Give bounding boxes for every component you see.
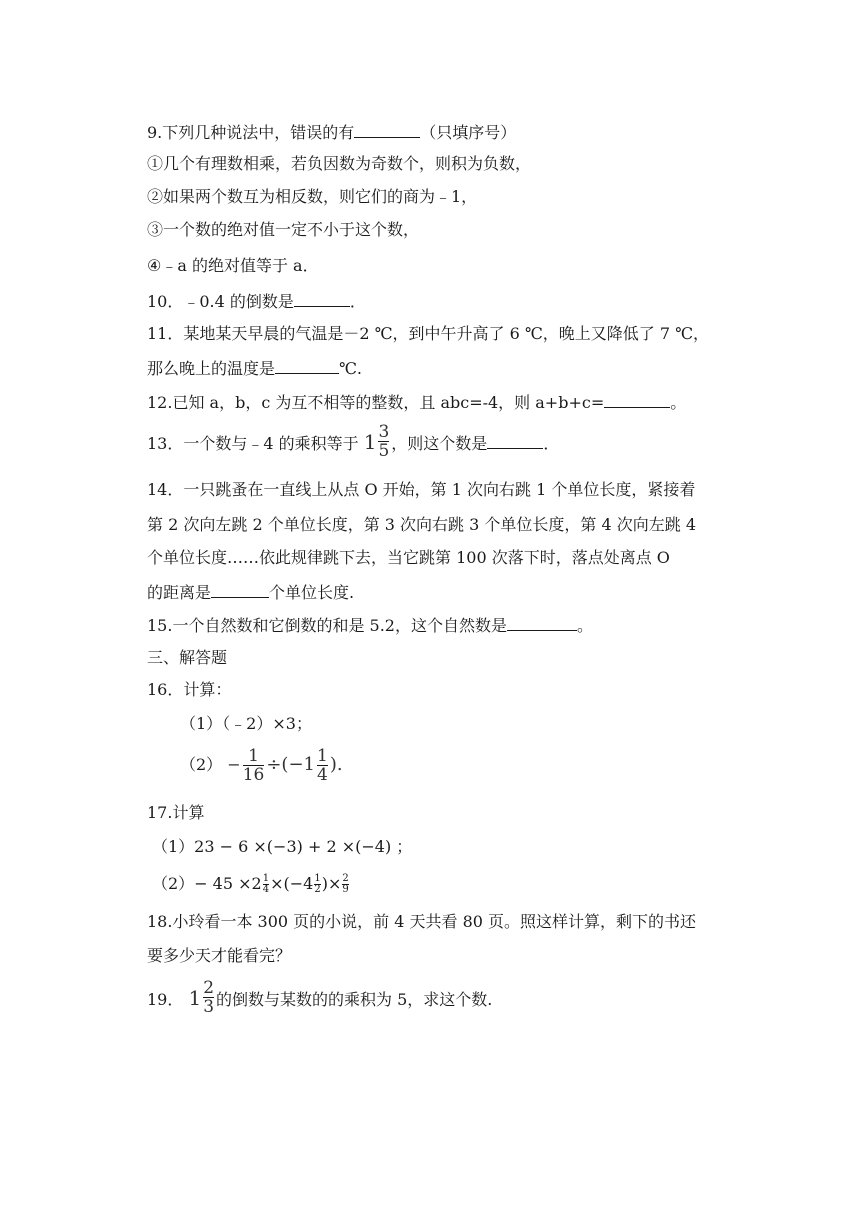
q9-item-2: ②如果两个数互为相反数，则它们的商为﹣1， — [147, 187, 478, 206]
q16-minus-sign: − — [227, 755, 241, 774]
q17-fraction-1 — [263, 874, 269, 895]
q15-suffix: 。 — [576, 616, 593, 635]
question-15 — [147, 613, 593, 637]
q17-fraction-1-numerator: 1 — [262, 873, 270, 884]
q19-suffix: 的倒数与某数的的乘积为 5，求这个数. — [216, 990, 493, 1009]
q9-item-3: ③一个数的绝对值一定不小于这个数， — [147, 220, 420, 239]
q17-fraction-2-numerator: 1 — [314, 873, 321, 884]
q19-mixed-number — [188, 978, 216, 1018]
question-18-line-1: 18.小玲看一本 300 页的小说，前 4 天共看 80 页。照这样计算，剩下的书还 — [147, 912, 697, 931]
q12-suffix: 。 — [670, 393, 687, 412]
q19-denominator: 3 — [203, 997, 215, 1017]
question-13 — [147, 422, 559, 464]
question-18-line-2: 要多少天才能看完？ — [147, 946, 292, 965]
q9-answer-blank[interactable] — [354, 120, 420, 138]
q9-item-1: ①几个有理数相乘，若负因数为奇数个，则积为负数， — [147, 154, 532, 173]
section-heading: 三、解答题 — [147, 648, 228, 667]
q16-part-2-label: （2） — [180, 755, 223, 774]
q17-part-1: （1）23 − 6 ×(−3) + 2 ×(−4) ； — [152, 837, 413, 856]
q14-suffix: 个单位长度. — [269, 583, 355, 602]
q16-open-paren: (−1 — [281, 754, 315, 775]
q13-suffix: ． — [543, 434, 560, 453]
q19-prefix: 19． — [147, 990, 184, 1009]
q17-part-2-label: （2） — [152, 874, 195, 893]
q17-part-2 — [152, 870, 350, 898]
question-16-title: 16．计算： — [147, 680, 232, 699]
question-14-line-1: 14．一只跳蚤在一直线上从点 O 开始，第 1 次向右跳 1 个单位长度，紧接着 — [147, 480, 696, 499]
q9-suffix: （只填序号） — [420, 123, 517, 142]
q17-fraction-2-denominator: 2 — [314, 884, 321, 895]
q17-fraction-3-numerator: 2 — [342, 873, 349, 884]
q17-fraction-2 — [314, 874, 320, 895]
q13-middle: ，则这个数是 — [391, 434, 488, 453]
q15-prefix: 15.一个自然数和它倒数的和是 5.2，这个自然数是 — [147, 616, 507, 635]
q11-prefix: 那么晚上的温度是 — [147, 359, 276, 378]
q12-prefix: 12.已知 a，b，c 为互不相等的整数，且 abc=-4，则 a+b+c= — [147, 393, 605, 412]
q13-denominator: 5 — [378, 441, 390, 461]
q14-prefix: 的距离是 — [147, 583, 212, 602]
q19-fraction — [203, 980, 214, 1016]
q14-answer-blank[interactable] — [211, 580, 269, 598]
q16-divide-sign: ÷ — [266, 754, 282, 775]
question-17-title: 17.计算 — [147, 803, 205, 822]
question-19 — [147, 978, 492, 1020]
q10-answer-blank[interactable] — [294, 289, 350, 307]
q16-fraction-1-numerator: 1 — [248, 745, 259, 766]
q9-prefix: 9.下列几种说法中，错误的有 — [147, 123, 355, 142]
q10-prefix: 10．﹣0.4 的倒数是 — [147, 292, 294, 311]
question-11-line-1: 11．某地某天早晨的气温是－2 ℃，到中午升高了 6 ℃，晚上又降低了 7 ℃， — [147, 324, 710, 343]
question-11-line-2 — [147, 356, 362, 380]
q16-part-2 — [180, 745, 343, 785]
q16-fraction-1 — [242, 745, 265, 785]
q16-fraction-2 — [316, 745, 328, 785]
q17-part-2-c: )× — [321, 874, 342, 893]
question-10 — [147, 289, 366, 313]
question-12 — [147, 390, 686, 414]
q13-whole: 1 — [363, 430, 377, 454]
q19-whole: 1 — [188, 986, 202, 1010]
q15-answer-blank[interactable] — [507, 613, 577, 631]
q12-answer-blank[interactable] — [604, 390, 670, 408]
q17-part-2-a: − 45 ×2 — [194, 874, 262, 893]
question-14-line-2: 第 2 次向左跳 2 个单位长度，第 3 次向右跳 3 个单位长度，第 4 次向左跳 4 — [147, 515, 697, 534]
q13-prefix: 13．一个数与﹣4 的乘积等于 — [147, 434, 359, 453]
question-14-line-4 — [147, 580, 354, 604]
q13-mixed-number — [364, 422, 392, 462]
q13-fraction — [378, 424, 389, 460]
q16-fraction-1-denominator: 16 — [242, 764, 265, 785]
q17-fraction-3-denominator: 9 — [342, 884, 349, 895]
q17-fraction-3 — [342, 874, 348, 895]
q13-answer-blank[interactable] — [487, 431, 543, 449]
q13-numerator: 3 — [378, 422, 390, 442]
q16-fraction-2-numerator: 1 — [316, 745, 328, 766]
q10-suffix: ． — [349, 292, 366, 311]
q9-item-4: ④﹣a 的绝对值等于 a． — [147, 256, 319, 275]
q16-close-paren: ). — [329, 754, 343, 775]
q17-part-2-b: ×(−4 — [270, 874, 314, 893]
question-9 — [147, 120, 516, 144]
q17-fraction-1-denominator: 4 — [262, 884, 270, 895]
q19-numerator: 2 — [203, 978, 215, 998]
q16-fraction-2-denominator: 4 — [316, 764, 328, 785]
q11-answer-blank[interactable] — [275, 356, 339, 374]
q16-part-1: （1）（﹣2）×3； — [180, 714, 312, 733]
question-14-line-3: 个单位长度……依此规律跳下去，当它跳第 100 次落下时，落点处离点 O — [147, 548, 670, 567]
q11-suffix: ℃. — [339, 359, 362, 378]
